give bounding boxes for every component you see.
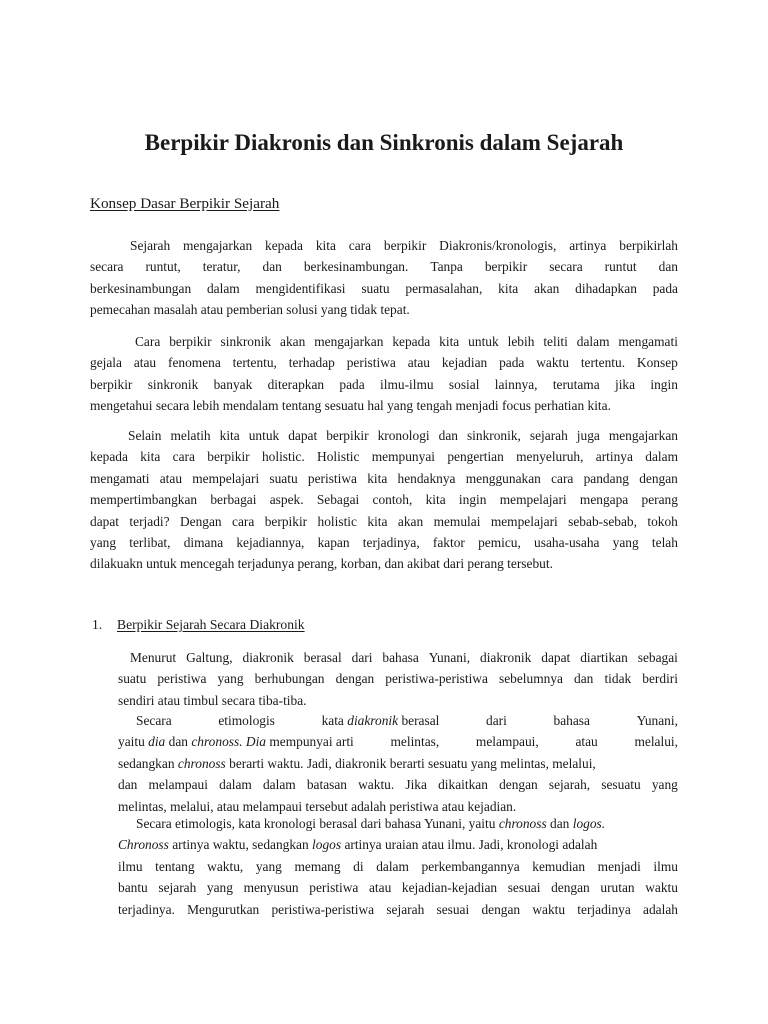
paragraph-line: dilakuakn untuk mencegah terjadunya perang, korban, dan akibat dari perang tersebut. bbox=[90, 556, 553, 572]
paragraph-line: berkesinambungan dalam mengidentifikasi suatu permasalahan, kita akan dihadapkan pada bbox=[90, 280, 678, 296]
paragraph-line: sedangkan chronoss berarti waktu. Jadi, diakronik berarti sesuatu yang melintas, melalui, bbox=[118, 755, 596, 771]
word: atau bbox=[575, 734, 598, 750]
word: yaitu dia dan chronoss. Dia mempunyai arti bbox=[118, 734, 354, 750]
document-title: Berpikir Diakronis dan Sinkronis dalam Sejarah bbox=[144, 130, 624, 155]
paragraph-line: Selain melatih kita untuk dapat berpikir kronologi dan sinkronik, sejarah juga mengajarkan bbox=[128, 428, 678, 443]
word: etimologis bbox=[218, 713, 275, 728]
word: dari bbox=[486, 713, 507, 728]
paragraph-line: mengamati atau mempelajari suatu peristiwa kita hendaknya menggunakan cara pandang dengan bbox=[90, 470, 678, 486]
paragraph-line bbox=[118, 710, 678, 731]
word: melalui, bbox=[634, 734, 678, 750]
paragraph-diakronis bbox=[90, 235, 678, 321]
paragraph-line: Chronoss artinya waktu, sedangkan logos artinya uraian atau ilmu. Jadi, kronologi adalah bbox=[118, 837, 598, 853]
paragraph-line: gejala atau fenomena tertentu, terhadap peristiwa atau kejadian pada waktu tertentu. Konsep bbox=[90, 355, 678, 371]
paragraph-line bbox=[118, 731, 678, 752]
word: Yunani, bbox=[636, 713, 678, 728]
paragraph-line: yang terlibat, dimana kejadiannya, kapan terjadinya, faktor pemicu, usaha-usaha yang telah bbox=[90, 535, 678, 551]
paragraph-line: bantu sejarah yang menyusun peristiwa atau kejadian-kejadian sesuai dengan urutan waktu bbox=[118, 880, 678, 896]
italic-term: logos. bbox=[572, 816, 606, 831]
paragraph-line: terjadinya. Mengurutkan peristiwa-peristiwa sejarah sesuai dengan waktu terjadinya adalah bbox=[118, 901, 678, 917]
italic-term: chronoss. bbox=[191, 734, 243, 750]
italic-term: Dia bbox=[245, 734, 266, 750]
paragraph-line: dapat terjadi? Dengan cara berpikir holistic kita akan memulai mempelajari sebab-sebab, tokoh bbox=[90, 513, 678, 529]
paragraph-line: melintas, melalui, atau melampaui tersebut adalah peristiwa atau kejadian. bbox=[118, 798, 517, 814]
paragraph-line: Cara berpikir sinkronik akan mengajarkan kepada kita untuk lebih teliti dalam mengamati bbox=[135, 334, 678, 349]
word: bahasa bbox=[553, 713, 590, 728]
heading-number: 1. bbox=[92, 617, 103, 632]
italic-term: dia bbox=[148, 734, 166, 750]
numbered-heading bbox=[92, 614, 305, 636]
paragraph-line: pemecahan masalah atau pemberian solusi yang tidak tepat. bbox=[90, 302, 410, 318]
section-subheading: Konsep Dasar Berpikir Sejarah bbox=[90, 195, 280, 212]
italic-term: logos bbox=[312, 837, 342, 853]
paragraph-line: berpikir sinkronik banyak diterapkan pada ilmu-ilmu sosial lainnya, terutama jika ingin bbox=[90, 376, 678, 392]
italic-term: chronoss bbox=[177, 755, 226, 771]
word: kata diakronik berasal bbox=[321, 713, 440, 728]
paragraph-line: ilmu tentang waktu, yang memang di dalam perkembangannya kemudian menjadi ilmu bbox=[118, 858, 678, 874]
paragraph-line: suatu peristiwa yang berhubungan dengan peristiwa-peristiwa sebelumnya dan tidak berdiri bbox=[118, 671, 678, 687]
italic-term: chronoss bbox=[498, 816, 547, 831]
paragraph-line: Menurut Galtung, diakronik berasal dari bahasa Yunani, diakronik dapat diartikan sebagai bbox=[130, 650, 678, 665]
paragraph-line: Sejarah mengajarkan kepada kita cara berpikir Diakronis/kronologis, artinya berpikirlah bbox=[130, 238, 678, 253]
paragraph-line: mempertimbangkan berbagai aspek. Sebagai contoh, kita ingin mempelajari mengapa perang bbox=[90, 492, 678, 508]
paragraph-line: Secara etimologis, kata kronologi berasal dari bahasa Yunani, yaitu chronoss dan logos. bbox=[136, 816, 606, 831]
paragraph-etimologi-kronologi bbox=[118, 813, 678, 920]
paragraph-holistic bbox=[90, 425, 678, 575]
paragraph-galtung bbox=[118, 647, 678, 711]
italic-term: Chronoss bbox=[118, 837, 169, 853]
paragraph-line: sendiri atau timbul secara tiba-tiba. bbox=[118, 692, 307, 708]
paragraph-etimologi-diakronik bbox=[118, 710, 678, 817]
italic-term: diakronik bbox=[347, 713, 399, 728]
paragraph-line: kepada kita cara berpikir holistic. Holistic mempunyai pengertian menyeluruh, artinya dalam bbox=[90, 449, 678, 465]
heading-text: Berpikir Sejarah Secara Diakronik bbox=[117, 617, 305, 632]
paragraph-line: secara runtut, teratur, dan berkesinambungan. Tanpa berpikir secara runtut dan bbox=[90, 259, 678, 275]
word: Secara bbox=[136, 713, 172, 728]
word: melampaui, bbox=[475, 734, 539, 750]
paragraph-line: dan melampaui dalam dalam batasan waktu. Jika dikaitkan dengan sejarah, sesuatu yang bbox=[118, 777, 678, 793]
word: melintas, bbox=[390, 734, 440, 750]
paragraph-sinkronik bbox=[90, 331, 678, 417]
paragraph-line: mengetahui secara lebih mendalam tentang sesuatu hal yang tengah menjadi focus perhatian kita. bbox=[90, 398, 611, 414]
